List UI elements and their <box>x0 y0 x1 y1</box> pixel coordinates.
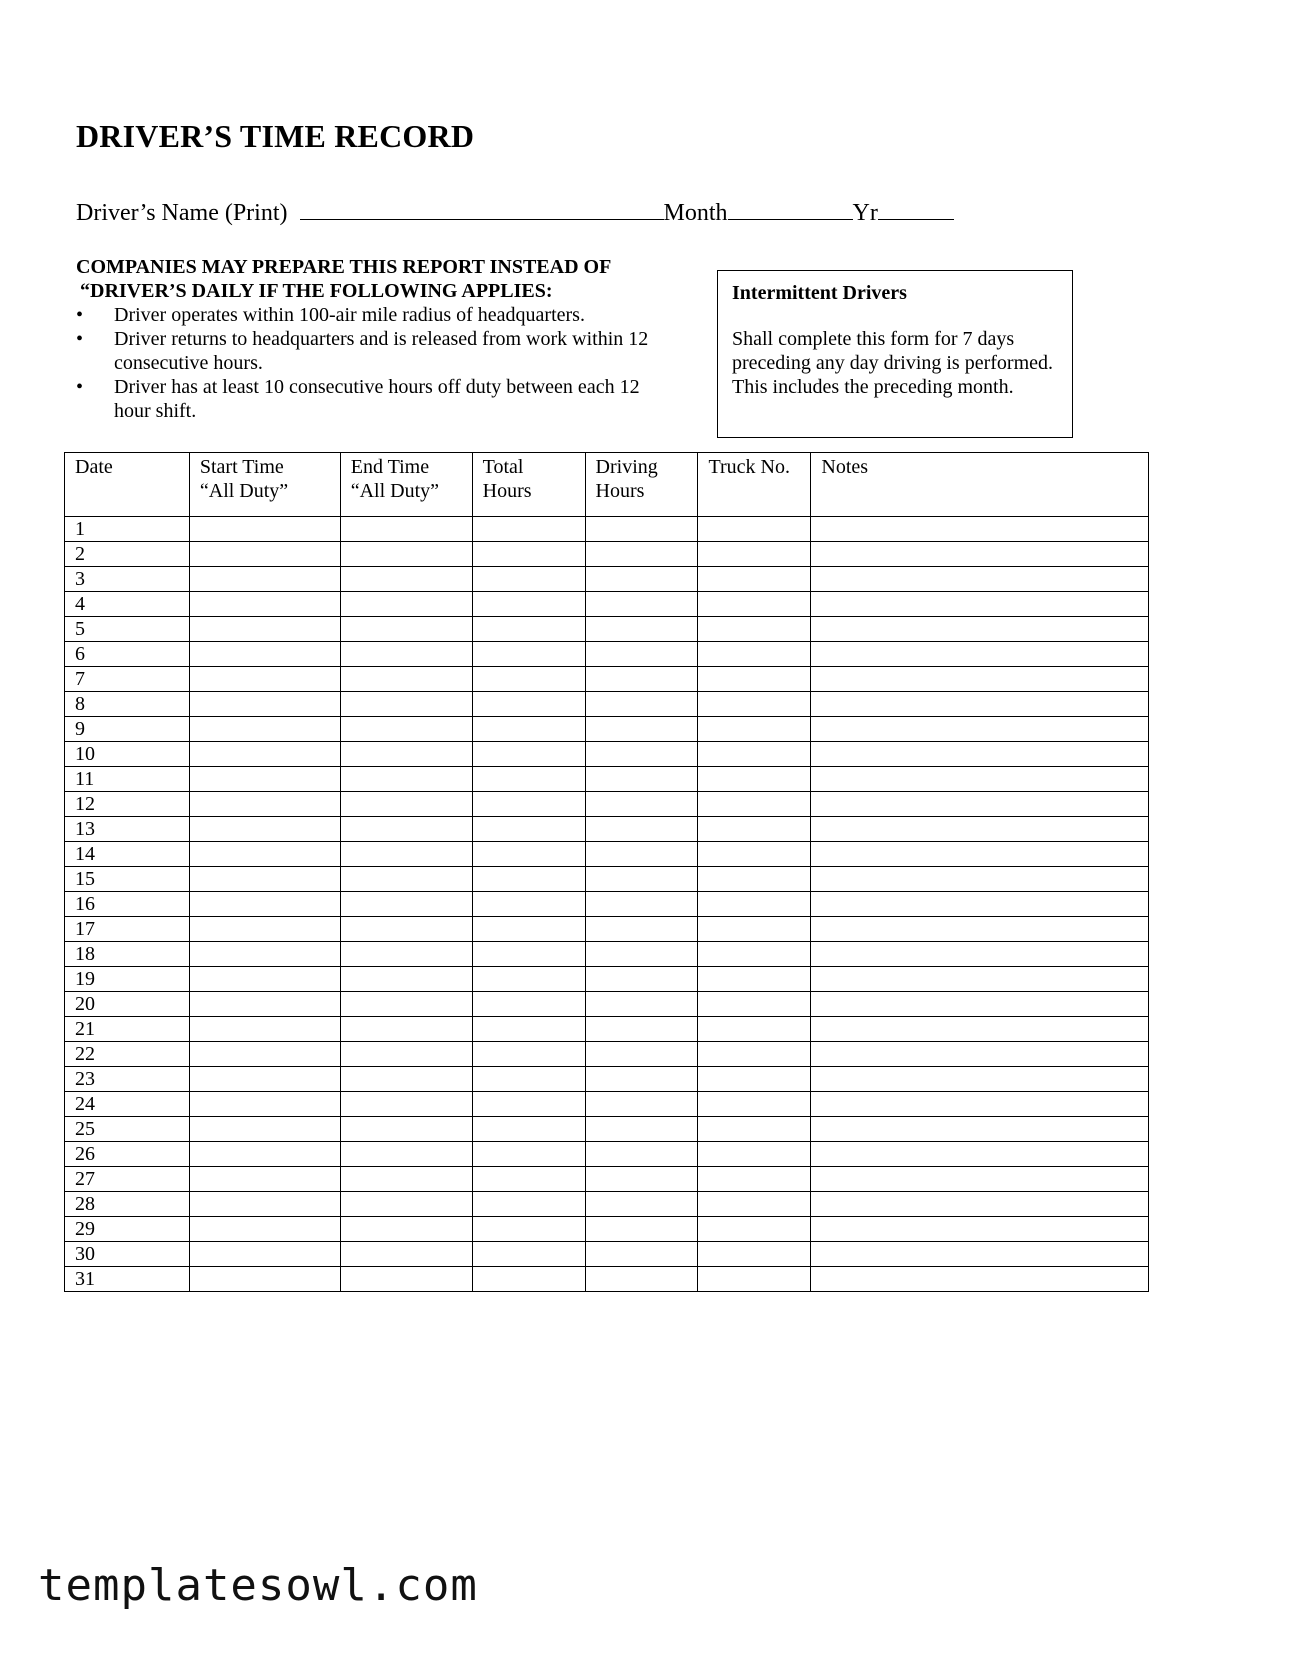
intermittent-text: Shall complete this form for 7 days preceding any day driving is performed. This includes the preceding month. <box>732 328 1054 398</box>
table-row <box>65 842 1149 867</box>
notes-cell[interactable] <box>811 992 1149 1017</box>
truck-no-cell[interactable] <box>698 867 811 892</box>
date-cell: 26 <box>65 1142 190 1167</box>
watermark: templatesowl.com <box>38 1560 478 1611</box>
date-cell: 19 <box>65 967 190 992</box>
date-cell: 15 <box>65 867 190 892</box>
month-field[interactable] <box>728 197 853 220</box>
date-cell: 21 <box>65 1017 190 1042</box>
condition-list <box>76 303 676 423</box>
table-row <box>65 967 1149 992</box>
total-hours-cell[interactable] <box>472 942 585 967</box>
total-hours-cell[interactable] <box>472 967 585 992</box>
end-time-cell[interactable] <box>340 1242 472 1267</box>
date-cell: 24 <box>65 1092 190 1117</box>
start-time-cell[interactable] <box>189 1217 340 1242</box>
end-time-cell[interactable] <box>340 692 472 717</box>
notes-cell[interactable] <box>811 592 1149 617</box>
date-cell: 8 <box>65 692 190 717</box>
end-time-cell[interactable] <box>340 1217 472 1242</box>
driving-hours-cell[interactable] <box>585 1217 698 1242</box>
date-cell: 27 <box>65 1167 190 1192</box>
driving-hours-cell[interactable] <box>585 667 698 692</box>
col-header-end-time: End Time “All Duty” <box>340 453 472 517</box>
notes-cell[interactable] <box>811 1017 1149 1042</box>
date-cell: 25 <box>65 1117 190 1142</box>
start-time-cell[interactable] <box>189 792 340 817</box>
total-hours-cell[interactable] <box>472 617 585 642</box>
notes-cell[interactable] <box>811 642 1149 667</box>
date-cell: 29 <box>65 1217 190 1242</box>
start-time-cell[interactable] <box>189 1017 340 1042</box>
table-row <box>65 817 1149 842</box>
table-row <box>65 1167 1149 1192</box>
table-row <box>65 867 1149 892</box>
truck-no-cell[interactable] <box>698 767 811 792</box>
total-hours-cell[interactable] <box>472 592 585 617</box>
date-cell: 17 <box>65 917 190 942</box>
start-time-cell[interactable] <box>189 1242 340 1267</box>
notes-cell[interactable] <box>811 542 1149 567</box>
driving-hours-cell[interactable] <box>585 1192 698 1217</box>
total-hours-cell[interactable] <box>472 1142 585 1167</box>
notes-cell[interactable] <box>811 567 1149 592</box>
driving-hours-cell[interactable] <box>585 767 698 792</box>
col-header-total-hours: Total Hours <box>472 453 585 517</box>
total-hours-cell[interactable] <box>472 842 585 867</box>
start-time-cell[interactable] <box>189 1042 340 1067</box>
driving-hours-cell[interactable] <box>585 642 698 667</box>
notes-cell[interactable] <box>811 967 1149 992</box>
table-row <box>65 517 1149 542</box>
truck-no-cell[interactable] <box>698 1117 811 1142</box>
notes-cell[interactable] <box>811 1092 1149 1117</box>
total-hours-cell[interactable] <box>472 1017 585 1042</box>
date-cell: 13 <box>65 817 190 842</box>
end-time-cell[interactable] <box>340 817 472 842</box>
eligibility-notice <box>76 255 676 423</box>
notes-cell[interactable] <box>811 717 1149 742</box>
notes-cell[interactable] <box>811 1117 1149 1142</box>
notes-cell[interactable] <box>811 767 1149 792</box>
date-cell: 3 <box>65 567 190 592</box>
total-hours-cell[interactable] <box>472 817 585 842</box>
notes-cell[interactable] <box>811 692 1149 717</box>
end-time-cell[interactable] <box>340 1017 472 1042</box>
date-cell: 5 <box>65 617 190 642</box>
total-hours-cell[interactable] <box>472 1217 585 1242</box>
notes-cell[interactable] <box>811 1242 1149 1267</box>
start-time-cell[interactable] <box>189 1117 340 1142</box>
end-time-cell[interactable] <box>340 1142 472 1167</box>
end-time-cell[interactable] <box>340 1192 472 1217</box>
total-hours-cell[interactable] <box>472 1117 585 1142</box>
truck-no-cell[interactable] <box>698 1067 811 1092</box>
date-cell: 31 <box>65 1267 190 1292</box>
truck-no-cell[interactable] <box>698 742 811 767</box>
end-time-cell[interactable] <box>340 567 472 592</box>
truck-no-cell[interactable] <box>698 1042 811 1067</box>
time-record-table <box>64 452 1149 1292</box>
date-cell: 1 <box>65 517 190 542</box>
start-time-cell[interactable] <box>189 717 340 742</box>
notes-cell[interactable] <box>811 1267 1149 1292</box>
total-hours-cell[interactable] <box>472 992 585 1017</box>
start-time-cell[interactable] <box>189 642 340 667</box>
table-row <box>65 592 1149 617</box>
start-time-cell[interactable] <box>189 517 340 542</box>
truck-no-cell[interactable] <box>698 567 811 592</box>
end-time-cell[interactable] <box>340 1167 472 1192</box>
table-row <box>65 692 1149 717</box>
total-hours-cell[interactable] <box>472 1167 585 1192</box>
notice-heading-line1: COMPANIES MAY PREPARE THIS REPORT INSTEAD OF <box>76 256 612 278</box>
truck-no-cell[interactable] <box>698 1217 811 1242</box>
date-cell: 2 <box>65 542 190 567</box>
table-row <box>65 567 1149 592</box>
truck-no-cell[interactable] <box>698 1242 811 1267</box>
total-hours-cell[interactable] <box>472 542 585 567</box>
col-header-notes: Notes <box>811 453 1149 517</box>
table-row <box>65 1242 1149 1267</box>
table-row <box>65 942 1149 967</box>
total-hours-cell[interactable] <box>472 767 585 792</box>
total-hours-cell[interactable] <box>472 742 585 767</box>
truck-no-cell[interactable] <box>698 642 811 667</box>
table-row <box>65 542 1149 567</box>
end-time-cell[interactable] <box>340 942 472 967</box>
total-hours-cell[interactable] <box>472 517 585 542</box>
notes-cell[interactable] <box>811 892 1149 917</box>
start-time-cell[interactable] <box>189 967 340 992</box>
notes-cell[interactable] <box>811 517 1149 542</box>
driving-hours-cell[interactable] <box>585 917 698 942</box>
notes-cell[interactable] <box>811 792 1149 817</box>
truck-no-cell[interactable] <box>698 592 811 617</box>
truck-no-cell[interactable] <box>698 967 811 992</box>
date-cell: 30 <box>65 1242 190 1267</box>
truck-no-cell[interactable] <box>698 542 811 567</box>
driving-hours-cell[interactable] <box>585 567 698 592</box>
table-row <box>65 717 1149 742</box>
end-time-cell[interactable] <box>340 967 472 992</box>
table-row <box>65 1117 1149 1142</box>
end-time-cell[interactable] <box>340 842 472 867</box>
driving-hours-cell[interactable] <box>585 1017 698 1042</box>
total-hours-cell[interactable] <box>472 1092 585 1117</box>
date-cell: 18 <box>65 942 190 967</box>
table-row <box>65 1092 1149 1117</box>
total-hours-cell[interactable] <box>472 717 585 742</box>
truck-no-cell[interactable] <box>698 842 811 867</box>
col-header-driving-hours: Driving Hours <box>585 453 698 517</box>
condition-item: • Driver has at least 10 consecutive hours off duty between each 12 hour shift. <box>76 375 676 423</box>
driving-hours-cell[interactable] <box>585 1267 698 1292</box>
end-time-cell[interactable] <box>340 867 472 892</box>
truck-no-cell[interactable] <box>698 917 811 942</box>
driver-name-field[interactable] <box>300 197 664 220</box>
end-time-cell[interactable] <box>340 892 472 917</box>
end-time-cell[interactable] <box>340 542 472 567</box>
start-time-cell[interactable] <box>189 667 340 692</box>
date-cell: 7 <box>65 667 190 692</box>
driving-hours-cell[interactable] <box>585 742 698 767</box>
start-time-cell[interactable] <box>189 617 340 642</box>
end-time-cell[interactable] <box>340 767 472 792</box>
start-time-cell[interactable] <box>189 567 340 592</box>
total-hours-cell[interactable] <box>472 667 585 692</box>
truck-no-cell[interactable] <box>698 717 811 742</box>
driving-hours-cell[interactable] <box>585 1242 698 1267</box>
start-time-cell[interactable] <box>189 1192 340 1217</box>
total-hours-cell[interactable] <box>472 917 585 942</box>
date-cell: 22 <box>65 1042 190 1067</box>
start-time-cell[interactable] <box>189 542 340 567</box>
truck-no-cell[interactable] <box>698 942 811 967</box>
truck-no-cell[interactable] <box>698 1017 811 1042</box>
table-row <box>65 1017 1149 1042</box>
table-row <box>65 1042 1149 1067</box>
start-time-cell[interactable] <box>189 892 340 917</box>
end-time-cell[interactable] <box>340 1117 472 1142</box>
end-time-cell[interactable] <box>340 717 472 742</box>
driving-hours-cell[interactable] <box>585 717 698 742</box>
total-hours-cell[interactable] <box>472 1067 585 1092</box>
start-time-cell[interactable] <box>189 592 340 617</box>
condition-item: • Driver operates within 100-air mile radius of headquarters. <box>76 303 676 327</box>
end-time-cell[interactable] <box>340 1067 472 1092</box>
end-time-cell[interactable] <box>340 592 472 617</box>
table-row <box>65 792 1149 817</box>
total-hours-cell[interactable] <box>472 867 585 892</box>
start-time-cell[interactable] <box>189 1067 340 1092</box>
notice-heading-line2: “DRIVER’S DAILY IF THE FOLLOWING APPLIES: <box>80 280 553 302</box>
date-cell: 28 <box>65 1192 190 1217</box>
notes-cell[interactable] <box>811 1167 1149 1192</box>
driving-hours-cell[interactable] <box>585 842 698 867</box>
notes-cell[interactable] <box>811 1217 1149 1242</box>
driving-hours-cell[interactable] <box>585 1117 698 1142</box>
col-header-date: Date <box>65 453 190 517</box>
driving-hours-cell[interactable] <box>585 542 698 567</box>
driving-hours-cell[interactable] <box>585 792 698 817</box>
truck-no-cell[interactable] <box>698 817 811 842</box>
total-hours-cell[interactable] <box>472 567 585 592</box>
table-row <box>65 892 1149 917</box>
date-cell: 14 <box>65 842 190 867</box>
driving-hours-cell[interactable] <box>585 817 698 842</box>
notes-cell[interactable] <box>811 617 1149 642</box>
driving-hours-cell[interactable] <box>585 892 698 917</box>
start-time-cell[interactable] <box>189 767 340 792</box>
col-header-start-time: Start Time “All Duty” <box>189 453 340 517</box>
total-hours-cell[interactable] <box>472 892 585 917</box>
table-row <box>65 742 1149 767</box>
date-cell: 12 <box>65 792 190 817</box>
notes-cell[interactable] <box>811 1067 1149 1092</box>
end-time-cell[interactable] <box>340 617 472 642</box>
year-label: Yr <box>852 200 878 226</box>
end-time-cell[interactable] <box>340 792 472 817</box>
truck-no-cell[interactable] <box>698 1267 811 1292</box>
table-row <box>65 992 1149 1017</box>
driving-hours-cell[interactable] <box>585 1092 698 1117</box>
date-cell: 10 <box>65 742 190 767</box>
date-cell: 9 <box>65 717 190 742</box>
end-time-cell[interactable] <box>340 742 472 767</box>
driving-hours-cell[interactable] <box>585 1142 698 1167</box>
driving-hours-cell[interactable] <box>585 1042 698 1067</box>
total-hours-cell[interactable] <box>472 642 585 667</box>
truck-no-cell[interactable] <box>698 1142 811 1167</box>
start-time-cell[interactable] <box>189 742 340 767</box>
month-label: Month <box>663 200 728 226</box>
end-time-cell[interactable] <box>340 917 472 942</box>
notes-cell[interactable] <box>811 817 1149 842</box>
table-header-row <box>65 453 1149 517</box>
start-time-cell[interactable] <box>189 1092 340 1117</box>
notes-cell[interactable] <box>811 742 1149 767</box>
table-row <box>65 1192 1149 1217</box>
truck-no-cell[interactable] <box>698 892 811 917</box>
intermittent-title: Intermittent Drivers <box>732 282 907 304</box>
start-time-cell[interactable] <box>189 917 340 942</box>
date-cell: 4 <box>65 592 190 617</box>
truck-no-cell[interactable] <box>698 667 811 692</box>
driving-hours-cell[interactable] <box>585 942 698 967</box>
driving-hours-cell[interactable] <box>585 992 698 1017</box>
table-row <box>65 917 1149 942</box>
start-time-cell[interactable] <box>189 942 340 967</box>
end-time-cell[interactable] <box>340 1092 472 1117</box>
table-row <box>65 667 1149 692</box>
end-time-cell[interactable] <box>340 1267 472 1292</box>
truck-no-cell[interactable] <box>698 792 811 817</box>
date-cell: 11 <box>65 767 190 792</box>
start-time-cell[interactable] <box>189 817 340 842</box>
driving-hours-cell[interactable] <box>585 617 698 642</box>
start-time-cell[interactable] <box>189 992 340 1017</box>
total-hours-cell[interactable] <box>472 692 585 717</box>
truck-no-cell[interactable] <box>698 517 811 542</box>
truck-no-cell[interactable] <box>698 992 811 1017</box>
notes-cell[interactable] <box>811 917 1149 942</box>
truck-no-cell[interactable] <box>698 1092 811 1117</box>
intermittent-drivers-box <box>717 270 1073 438</box>
end-time-cell[interactable] <box>340 992 472 1017</box>
driver-name-label: Driver’s Name (Print) <box>76 200 288 226</box>
start-time-cell[interactable] <box>189 867 340 892</box>
end-time-cell[interactable] <box>340 517 472 542</box>
notes-cell[interactable] <box>811 867 1149 892</box>
total-hours-cell[interactable] <box>472 1192 585 1217</box>
driving-hours-cell[interactable] <box>585 692 698 717</box>
col-header-truck-no: Truck No. <box>698 453 811 517</box>
notes-cell[interactable] <box>811 667 1149 692</box>
table-row <box>65 1067 1149 1092</box>
notes-cell[interactable] <box>811 1192 1149 1217</box>
date-cell: 6 <box>65 642 190 667</box>
condition-item: • Driver returns to headquarters and is released from work within 12 consecutive hours. <box>76 327 676 375</box>
driving-hours-cell[interactable] <box>585 517 698 542</box>
date-cell: 16 <box>65 892 190 917</box>
table-row <box>65 1217 1149 1242</box>
notes-cell[interactable] <box>811 1142 1149 1167</box>
driving-hours-cell[interactable] <box>585 967 698 992</box>
table-row <box>65 1142 1149 1167</box>
page-title: DRIVER’S TIME RECORD <box>76 118 475 154</box>
total-hours-cell[interactable] <box>472 1042 585 1067</box>
end-time-cell[interactable] <box>340 667 472 692</box>
truck-no-cell[interactable] <box>698 1192 811 1217</box>
date-cell: 20 <box>65 992 190 1017</box>
total-hours-cell[interactable] <box>472 1267 585 1292</box>
year-field[interactable] <box>878 197 954 220</box>
driving-hours-cell[interactable] <box>585 1167 698 1192</box>
start-time-cell[interactable] <box>189 1142 340 1167</box>
start-time-cell[interactable] <box>189 842 340 867</box>
table-row <box>65 767 1149 792</box>
notes-cell[interactable] <box>811 1042 1149 1067</box>
table-row <box>65 617 1149 642</box>
start-time-cell[interactable] <box>189 1267 340 1292</box>
truck-no-cell[interactable] <box>698 617 811 642</box>
total-hours-cell[interactable] <box>472 1242 585 1267</box>
notes-cell[interactable] <box>811 842 1149 867</box>
start-time-cell[interactable] <box>189 692 340 717</box>
truck-no-cell[interactable] <box>698 1167 811 1192</box>
end-time-cell[interactable] <box>340 642 472 667</box>
total-hours-cell[interactable] <box>472 792 585 817</box>
driving-hours-cell[interactable] <box>585 592 698 617</box>
date-cell: 23 <box>65 1067 190 1092</box>
driver-info-line <box>76 197 954 227</box>
table-row <box>65 642 1149 667</box>
driving-hours-cell[interactable] <box>585 867 698 892</box>
driving-hours-cell[interactable] <box>585 1067 698 1092</box>
table-row <box>65 1267 1149 1292</box>
notes-cell[interactable] <box>811 942 1149 967</box>
end-time-cell[interactable] <box>340 1042 472 1067</box>
start-time-cell[interactable] <box>189 1167 340 1192</box>
truck-no-cell[interactable] <box>698 692 811 717</box>
